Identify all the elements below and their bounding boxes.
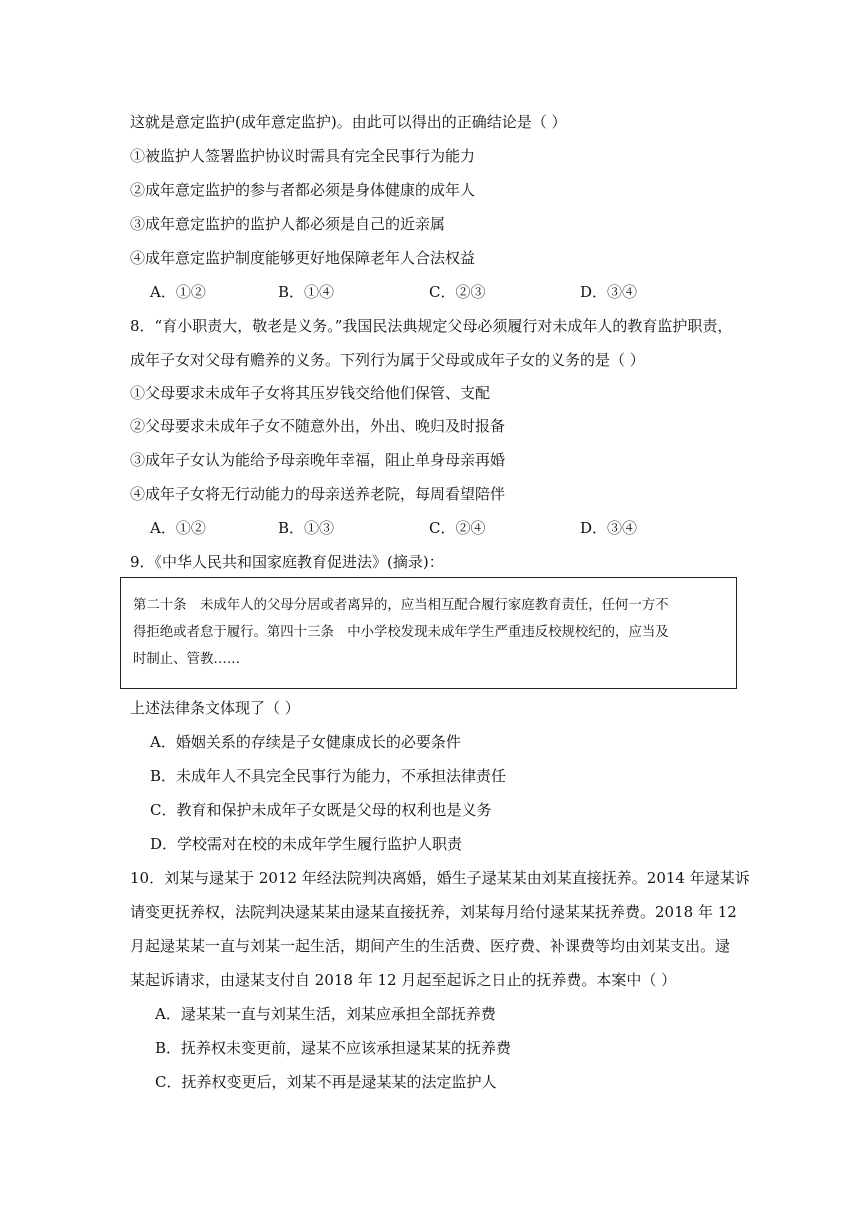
q9-option-c: C．教育和保护未成年子女既是父母的权利也是义务 bbox=[150, 801, 492, 819]
q7-item-1: ①被监护人签署监护协议时需具有完全民事行为能力 bbox=[130, 147, 476, 165]
q9-excerpt-line-1: 第二十条 未成年人的父母分居或者离异的，应当相互配合履行家庭教育责任，任何一方不 bbox=[133, 598, 669, 613]
q7-option-a: A．①② bbox=[150, 283, 206, 301]
q7-option-b: B．①④ bbox=[278, 283, 335, 301]
q8-item-2: ②父母要求未成年子女不随意外出，外出、晚归及时报备 bbox=[130, 417, 506, 435]
q9-option-a: A．婚姻关系的存续是子女健康成长的必要条件 bbox=[150, 733, 461, 751]
q7-item-4: ④成年意定监护制度能够更好地保障老年人合法权益 bbox=[130, 249, 476, 267]
q10-option-b: B．抚养权未变更前，逯某不应该承担逯某某的抚养费 bbox=[155, 1039, 512, 1057]
q9-stem: 9．《中华人民共和国家庭教育促进法》(摘录)： bbox=[130, 553, 444, 571]
q9-excerpt-line-3: 时制止、管教…… bbox=[133, 652, 241, 667]
q10-option-c: C．抚养权变更后，刘某不再是逯某某的法定监护人 bbox=[155, 1073, 497, 1091]
q8-stem-line-2: 成年子女对父母有赡养的义务。下列行为属于父母或成年子女的义务的是（ ） bbox=[130, 351, 645, 369]
q7-option-d: D．③④ bbox=[580, 283, 638, 301]
q8-option-b: B．①③ bbox=[278, 519, 335, 537]
q7-item-3: ③成年意定监护的监护人都必须是自己的近亲属 bbox=[130, 215, 446, 233]
q9-law-excerpt-box bbox=[120, 577, 737, 689]
q7-stem-end: 这就是意定监护(成年意定监护)。由此可以得出的正确结论是（ ） bbox=[130, 113, 567, 131]
q7-item-2: ②成年意定监护的参与者都必须是身体健康的成年人 bbox=[130, 181, 476, 199]
q8-stem-line-1: 8．“育小职责大，敬老是义务。”我国民法典规定父母必须履行对未成年人的教育监护职责， bbox=[130, 317, 733, 335]
q8-item-4: ④成年子女将无行动能力的母亲送养老院，每周看望陪伴 bbox=[130, 485, 506, 503]
q7-option-c: C．②③ bbox=[429, 283, 486, 301]
q8-option-d: D．③④ bbox=[580, 519, 638, 537]
q10-option-a: A．逯某某一直与刘某生活，刘某应承担全部抚养费 bbox=[155, 1005, 496, 1023]
q9-option-b: B．未成年人不具完全民事行为能力，不承担法律责任 bbox=[150, 767, 507, 785]
q9-option-d: D．学校需对在校的未成年学生履行监护人职责 bbox=[150, 835, 463, 853]
q10-stem-line-4: 某起诉请求，由逯某支付自 2018 年 12 月起至起诉之日止的抚养费。本案中（ ） bbox=[130, 971, 677, 989]
q10-stem-line-2: 请变更抚养权，法院判决逯某某由逯某直接抚养，刘某每月给付逯某某抚养费。2018 年 12 bbox=[130, 903, 737, 921]
q10-stem-line-1: 10．刘某与逯某于 2012 年经法院判决离婚，婚生子逯某某由刘某直接抚养。2014 年逯某诉 bbox=[130, 869, 750, 887]
q8-item-1: ①父母要求未成年子女将其压岁钱交给他们保管、支配 bbox=[130, 384, 491, 402]
q8-option-a: A．①② bbox=[150, 519, 206, 537]
q9-question: 上述法律条文体现了（ ） bbox=[130, 699, 300, 717]
q9-excerpt-line-2: 得拒绝或者怠于履行。第四十三条 中小学校发现未成年学生严重违反校规校纪的，应当及 bbox=[133, 625, 669, 640]
q8-option-c: C．②④ bbox=[429, 519, 486, 537]
q8-item-3: ③成年子女认为能给予母亲晚年幸福，阻止单身母亲再婚 bbox=[130, 451, 506, 469]
q10-stem-line-3: 月起逯某某一直与刘某一起生活，期间产生的生活费、医疗费、补课费等均由刘某支出。逯 bbox=[130, 937, 731, 955]
